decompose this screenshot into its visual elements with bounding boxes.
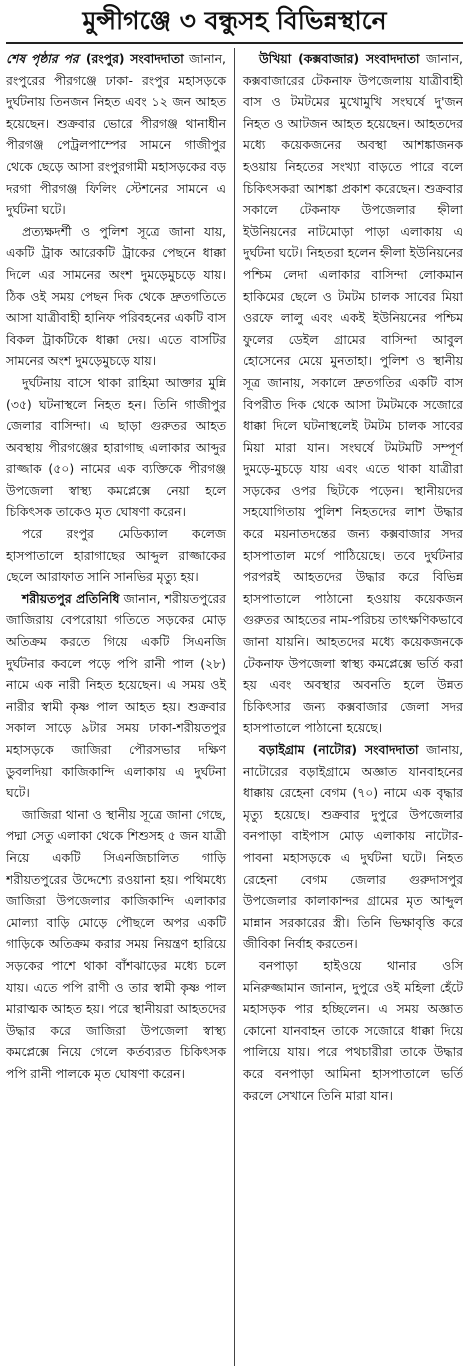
dateline: বড়াইগ্রাম (নাটোর) সংবাদদাতা xyxy=(259,742,419,757)
left-paragraph-1 xyxy=(6,48,226,221)
right-paragraph-1 xyxy=(243,48,463,739)
paragraph-text: জানান, রংপুরের পীরগঞ্জে ঢাকা- রংপুর মহাসড়কে দুর্ঘটনায় তিনজন নিহত এবং ১২ জন আহত হয়েছেন। শুক্রবার ভোরে পীরগঞ্জ থানাধীন পীরগঞ্জ পেট্রলপাম্পের সামনে গাজীপুর থেকে ছেড়ে আসা রংপুরগামী মহাসড়কের বড় দরগা পীরগঞ্জ ফিলিং স্টেশনের সামনে এ দুর্ঘটনা ঘটে। xyxy=(6,51,226,218)
headline: মুন্সীগঞ্জে ৩ বন্ধুসহ বিভিন্নস্থানে xyxy=(82,6,387,35)
dateline: (রংপুর) সংবাদদাতা xyxy=(85,51,184,66)
column-divider xyxy=(234,48,235,1366)
left-paragraph-6: জাজিরা থানা ও স্থানীয় সূত্রে জানা গেছে, পদ্মা সেতু এলাকা থেকে শিশুসহ ৫ জন যাত্রী নিয়ে একটি সিএনজিচালিত গাড়ি শরীয়তপুরের উদ্দেশ্যে রওয়ানা হয়। পথিমধ্যে জাজিরা উপজেলার কাজিকান্দি এলাকার মোল্যা বাড়ি মোড়ে পৌছলে অপর একটি গাড়িকে অতিক্রম করার সময় নিয়ন্ত্রণ হারিয়ে সড়কের পাশে থাকা বাঁশঝাড়ের মধ্যে চলে যায়। এতে পপি রাণী ও তার স্বামী কৃষ্ণ পাল মারাত্মক আহত হয়। পরে স্থানীয়রা আহতদের উদ্ধার করে জাজিরা উপজেলা স্বাস্থ্য কমপ্লেক্সে নিয়ে গেলে কর্তব্যরত চিকিৎসক পপি রানী পালকে মৃত ঘোষণা করেন। xyxy=(6,806,226,1081)
dateline: শরীয়তপুর প্রতিনিধি xyxy=(22,590,120,606)
right-column xyxy=(243,48,463,1366)
dateline: উখিয়া (কক্সবাজার) সংবাদদাতা xyxy=(259,51,420,66)
continued-label: শেষ পৃষ্ঠার পর xyxy=(6,51,79,66)
left-column xyxy=(6,48,226,1366)
article-columns xyxy=(6,48,463,1366)
left-paragraph-4: পরে রংপুর মেডিক্যাল কলেজ হাসপাতালে হারাগাছের আব্দুল রাজ্জাকের ছেলে আরাফাত সানি সানভির মৃত্যু হয়। xyxy=(6,526,226,585)
paragraph-text: জানায়, নাটোরের বড়াইগ্রামে অজ্ঞাত যানবাহনের ধাক্কায় রেহেনা বেগম (৭০) নামে এক বৃদ্ধার মৃত্যু হয়েছে। শুক্রবার দুপুরে উপজেলার বনপাড়া বাইপাস মোড় এলাকায় নাটোর-পাবনা মহাসড়কে এ দুর্ঘটনা ঘটে। নিহত রেহেনা বেগম জেলার গুরুদাসপুর উপজেলার কালাকান্দর গ্রামের মৃত আব্দুল মান্নান সরকারের স্ত্রী। তিনি ভিক্ষাবৃত্তি করে জীবিকা নির্বাহ করতেন। xyxy=(243,742,463,952)
paragraph-text: জানান, কক্সবাজারের টেকনাফ উপজেলায় যাত্রীবাহী বাস ও টমটমের মুখোমুখি সংঘর্ষে দু'জন নিহত ও আটজন আহত হয়েছেন। আহতদের মধ্যে কয়েকজনের অবস্থা আশঙ্কাজনক হওয়ায় নিহতের সংখ্যা বাড়তে পারে বলে চিকিৎসকরা আশঙ্কা প্রকাশ করেছেন। শুক্রবার সকালে টেকনাফ উপজেলার হ্নীলা ইউনিয়নের নাটমোড়া পাড়া এলাকায় এ দুর্ঘটনা ঘটে। নিহতরা হলেন হ্নীলা ইউনিয়নের পশ্চিম লেদা এলাকার বাসিন্দা লোকমান হাকিমের ছেলে ও টমটম চালক সাবের মিয়া ওরফে লালু এবং একই ইউনিয়নের পশ্চিম ফুলের ডেইল গ্রামের বাসিন্দা আবুল হোসেনের মেয়ে মুনতাহা। পুলিশ ও স্থানীয় সূত্র জানায়, সকালে দ্রুতগতির একটি বাস বিপরীত দিক থেকে আসা টমটমকে সজোরে ধাক্কা দিলে ঘটনাস্থলেই টমটম চালক সাবের মিয়া মারা যান। সংঘর্ষে টমটমটি সম্পূর্ণ দুমড়ে-মুচড়ে যায় এবং এতে থাকা যাত্রীরা সড়কের ওপর ছিটকে পড়েন। স্থানীয়দের সহযোগিতায় পুলিশ নিহতদের লাশ উদ্ধার করে ময়নাতদন্তের জন্য কক্সবাজার সদর হাসপাতাল মর্গে পাঠিয়েছে। তবে দুর্ঘটনার পরপরই আহতদের উদ্ধার করে বিভিন্ন হাসপাতালে পাঠানো হওয়ায় কয়েকজন গুরুতর আহতের নাম-পরিচয় তাৎক্ষণিকভাবে জানা যায়নি। আহতদের মধ্যে কয়েকজনকে টেকনাফ উপজেলা স্বাস্থ্য কমপ্লেক্সে ভর্তি করা হয় এবং অবস্থার অবনতি হলে উন্নত চিকিৎসার জন্য কক্সবাজার জেলা সদর হাসপাতালে পাঠানো হয়েছে। xyxy=(243,51,463,736)
paragraph-text: জানান, শরীয়তপুরের জাজিরায় বেপরোয়া গতিতে সড়কের মোড় অতিক্রম করতে গিয়ে একটি সিএনজি দুর্ঘটনার কবলে পড়ে পপি রানী পাল (২৮) নামে এক নারী নিহত হয়েছেন। এ সময় ওই নারীর স্বামী কৃষ্ণ পাল আহত হয়। শুক্রবার সকাল সাড়ে ৯টার সময় ঢাকা-শরীয়তপুর মহাসড়কে জাজিরা পৌরসভার দক্ষিণ ডুবলদিয়া কাজিকান্দি এলাকায় এ দুর্ঘটনা ঘটে। xyxy=(6,590,226,801)
right-paragraph-2 xyxy=(243,739,463,955)
left-paragraph-3: দুর্ঘটনায় বাসে থাকা রাহিমা আক্তার মুন্নি (৩৫) ঘটনাস্থলে নিহত হন। তিনি গাজীপুর জেলার বাসিন্দা। এ ছাড়া গুরুতর আহত অবস্থায় পীরগঞ্জের হারাগাছ এলাকার আব্দুর রাজ্জাক (৫০) নামের এক ব্যক্তিকে পীরগঞ্জ উপজেলা স্বাস্থ্য কমপ্লেক্সে নেয়া হলে চিকিৎসক তাকেও মৃত ঘোষণা করেন। xyxy=(6,374,226,520)
right-paragraph-3: বনপাড়া হাইওয়ে থানার ওসি মনিরুজ্জামান জানান, দুপুরে ওই মহিলা হেঁটে মহাসড়ক পার হচ্ছিলেন। এ সময় অজ্ঞাত কোনো যানবাহন তাকে সজোরে ধাক্কা দিয়ে পালিয়ে যায়। পরে পথচারীরা তাকে উদ্ধার করে বনপাড়া আমিনা হাসপাতালে ভর্তি করলে সেখানে তিনি মারা যান। xyxy=(243,957,463,1103)
left-paragraph-5 xyxy=(6,588,226,804)
headline-rule xyxy=(6,42,463,44)
left-paragraph-2: প্রত্যক্ষদর্শী ও পুলিশ সূত্রে জানা যায়, একটি ট্রাক আরেকটি ট্রাকের পেছনে ধাক্কা দিলে এর সামনের অংশ দুমড়েমুচড়ে যায়। ঠিক ওই সময় পেছন দিক থেকে দ্রুতগতিতে আসা যাত্রীবাহী হানিফ পরিবহনের একটি বাস বিকল ট্রাকটিকে ধাক্কা দেয়। এতে বাসটির সামনের অংশ দুমড়েমুচড়ে যায়। xyxy=(6,223,226,369)
